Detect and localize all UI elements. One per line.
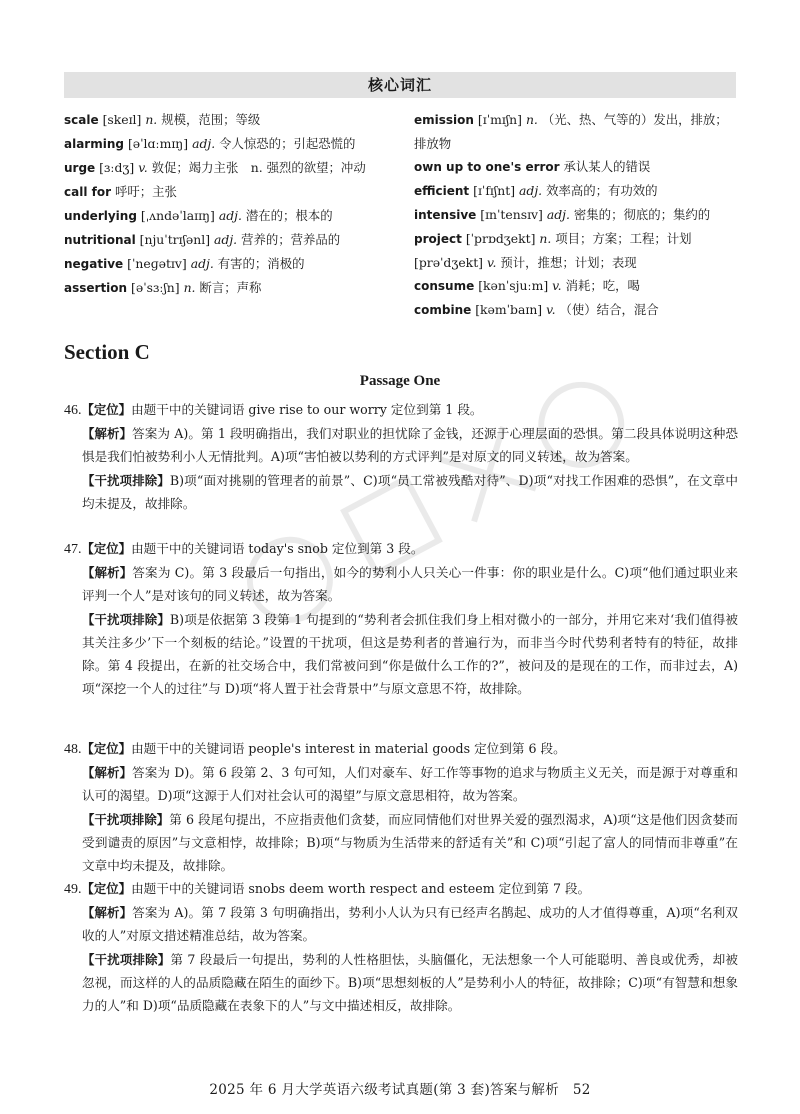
passage-title: Passage One	[359, 373, 441, 389]
vocab-column-left	[64, 108, 400, 300]
locate-line: 47.【定位】由题干中的关键词语 today's snob 定位到第 3 段。	[64, 541, 424, 557]
vocab-column-right	[414, 108, 736, 322]
locate-line: 49.【定位】由题干中的关键词语 snobs deem worth respect and esteem 定位到第 7 段。	[64, 881, 591, 897]
vocab-entry: combine [kəmˈbaɪn] v. （使）结合，混合	[414, 302, 659, 317]
locate-line: 48.【定位】由题干中的关键词语 people's interest in material goods 定位到第 6 段。	[64, 741, 566, 757]
analysis-paragraph: 【解析】答案为 A)。第 7 段第 3 句明确指出，势利小人认为只有已经声名鹊起、成功的人才值得尊重，A)项“名利双收的人”对原文措述精准总结，故为答案。	[82, 905, 738, 944]
vocab-entry: nutritional [njuˈtrɪʃənl] adj. 营养的；营养品的	[64, 232, 341, 247]
vocab-entry: urge [ɜːdʒ] v. 敦促；竭力主张 n. 强烈的欲望；冲动	[64, 160, 366, 175]
section-title: Section C	[64, 340, 150, 364]
distractor-paragraph: 【干扰项排除】第 7 段最后一句提出，势利的人性格胆怯，头脑僵化，无法想象一个人可能聪明、善良或优秀，却被忽视，而这样的人的品质隐藏在陌生的面纱下。B)项“思想刻板的人”是势利小人的特征，故排除；C)项“有智慧和想象力的人”和 D)项“品质隐藏在表象下的人”与文中描述相反，故排除。	[82, 951, 738, 1014]
locate-line: 46.【定位】由题干中的关键词语 give rise to our worry 定位到第 1 段。	[64, 402, 483, 418]
distractor-paragraph: 【干扰项排除】第 6 段尾句提出，不应指责他们贪婪，而应同情他们对世界关爱的强烈渴求，A)项“这是他们因贪婪而受到谴责的原因”与文意相悖，故排除；B)项“与物质为生活带来的舒适有关”和 C)项“引起了富人的同情而非尊重”在文章中均未提及，故排除。	[82, 811, 739, 874]
distractor-paragraph: 【干扰项排除】B)项“面对挑剔的管理者的前景”、C)项“员工常被残酷对待”、D)项“对找工作困难的恐惧”，在文章中均未提及，故排除。	[82, 472, 739, 511]
vocab-entry: own up to one's error 承认某人的错误	[414, 159, 651, 174]
analysis-paragraph: 【解析】答案为 D)。第 6 段第 2、3 句可知，人们对豪车、好工作等事物的追求与物质主义无关，而是源于对尊重和认可的渴望。D)项“这源于人们对社会认可的渴望”与原文意思相符，故为答案。	[82, 765, 738, 804]
vocab-entry: negative [ˈneɡətɪv] adj. 有害的；消极的	[64, 256, 305, 271]
analysis-paragraph: 【解析】答案为 A)。第 1 段明确指出，我们对职业的担忧除了金钱，还源于心理层面的恐惧。第二段具体说明这种恐惧是我们怕被势利小人无情批判。A)项“害怕被以势利的方式评判”是对原文的同义转述，故为答案。	[82, 426, 738, 465]
vocab-entry: [prəˈdʒekt] v. 预计，推想；计划；表现	[414, 255, 637, 270]
vocab-entry: assertion [əˈsɜːʃn] n. 断言；声称	[64, 280, 262, 295]
vocab-header: 核心词汇	[64, 72, 736, 98]
vocab-entry: efficient [ɪˈfɪʃnt] adj. 效率高的；有功效的	[414, 183, 658, 198]
vocab-entry: alarming [əˈlɑːmɪŋ] adj. 令人惊恐的；引起恐慌的	[64, 136, 356, 151]
vocab-entry: scale [skeɪl] n. 规模，范围；等级	[64, 112, 261, 127]
distractor-paragraph: 【干扰项排除】B)项是依据第 3 段第 1 句提到的“势利者会抓住我们身上相对微小的一部分，并用它来对‘我们值得被其关注多少’下一个刻板的结论。”设置的干扰项，但这是势利者的普遍行为，而非当今时代势利者特有的特征，故排除。第 4 段提出，在新的社交场合中，我们常被问到“你是做什么工作的?”，被问及的是现在的工作，而非过去，A)项“深挖一个人的过往”与 D)项“将人置于社会背景中”与原文意思不符，故排除。	[82, 611, 738, 697]
page-footer: 2025 年 6 月大学英语六级考试真题(第 3 套)答案与解析 52	[209, 1082, 591, 1098]
vocab-entry: consume [kənˈsjuːm] v. 消耗；吃，喝	[414, 278, 640, 293]
analysis-paragraph: 【解析】答案为 C)。第 3 段最后一句指出，如今的势利小人只关心一件事：你的职业是什么。C)项“他们通过职业来评判一个人”是对该句的同义转述，故为答案。	[82, 565, 738, 604]
vocab-entry: underlying [ˌʌndəˈlaɪɪŋ] adj. 潜在的；根本的	[64, 208, 333, 223]
vocab-entry: intensive [ɪnˈtensɪv] adj. 密集的；彻底的；集约的	[414, 207, 711, 222]
question-46	[64, 398, 738, 515]
vocab-entry: project [ˈprɒdʒekt] n. 项目；方案；工程；计划	[414, 231, 692, 246]
question-47	[64, 537, 738, 700]
vocab-entry: emission [ɪˈmɪʃn] n. （光、热、气等的）发出，排放；排放物	[414, 112, 728, 151]
vocab-entry: call for 呼吁；主张	[64, 184, 177, 199]
question-49	[64, 877, 738, 1017]
question-48	[64, 737, 738, 877]
